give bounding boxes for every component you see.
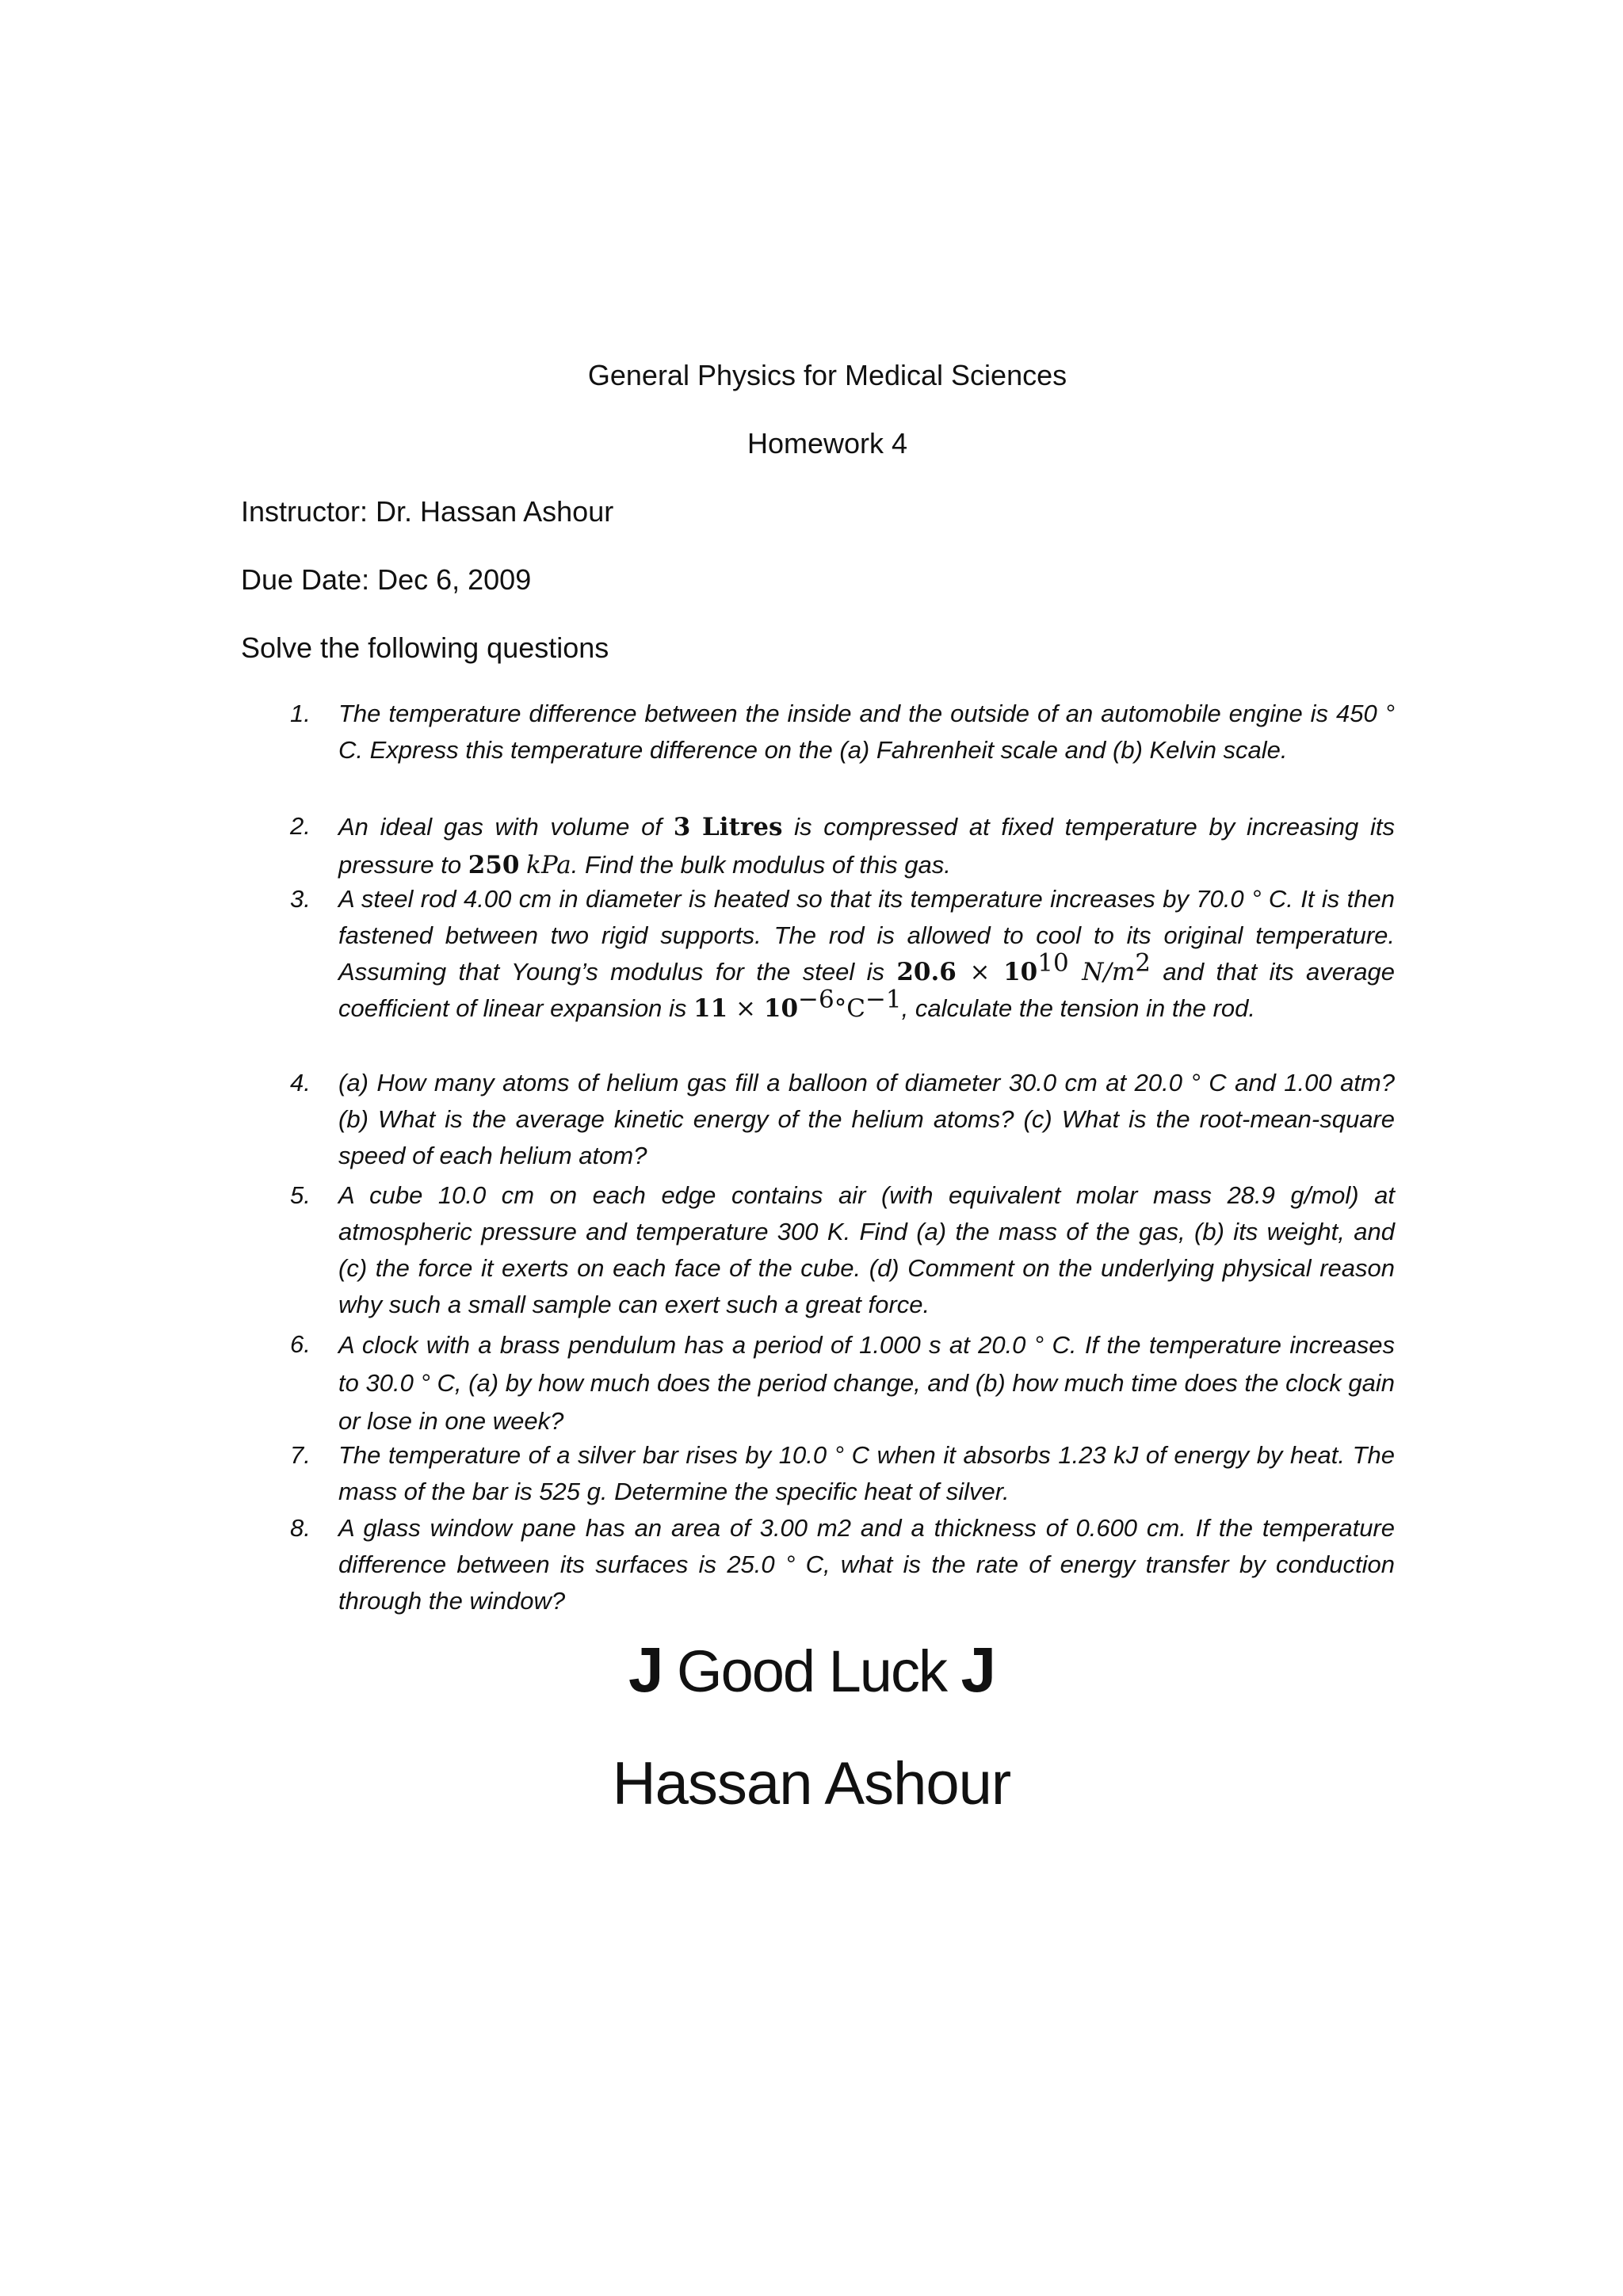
good-luck-line bbox=[0, 1632, 1623, 1708]
question-number: 2. bbox=[290, 812, 311, 840]
homework-title: Homework 4 bbox=[747, 427, 908, 460]
young-exponent: 10 bbox=[1037, 948, 1069, 978]
question-text: A cube 10.0 cm on each edge contains air (with equivalent molar mass 28.9 g/mol) at atmospheric pressure and temperature 300 K. Find (a) the mass of the gas, (b) its weight, and (c) the force it exerts on each face of the cube. (d) Comment on the underlying physical reason why such a small sample can exert such a great force. bbox=[338, 1181, 1395, 1318]
pressure-value: 250 bbox=[468, 851, 520, 879]
alpha-unit-exponent: −1 bbox=[865, 985, 902, 1014]
alpha-exponent: −6 bbox=[798, 985, 834, 1014]
question-text bbox=[338, 808, 1395, 884]
signature-name: Hassan Ashour bbox=[612, 1750, 1011, 1817]
question-number: 3. bbox=[290, 885, 311, 913]
question-text: (a) How many atoms of helium gas fill a balloon of diameter 30.0 cm at 20.0 ° C and 1.00 atm? (b) What is the average kinetic energy of the helium atoms? (c) What is the root-mean-square speed of each helium atom? bbox=[338, 1069, 1395, 1169]
question-number: 4. bbox=[290, 1069, 311, 1097]
question-text: A glass window pane has an area of 3.00 m2 and a thickness of 0.600 cm. If the temperature difference between its surfaces is 25.0 ° C, what is the rate of energy transfer by conduction through the window? bbox=[338, 1514, 1395, 1615]
alpha-base: 10 bbox=[763, 994, 799, 1023]
question-text: The temperature of a silver bar rises by 10.0 ° C when it absorbs 1.23 kJ of energy by heat. The mass of the bar is 525 g. Determine the specific heat of silver. bbox=[338, 1441, 1395, 1505]
pressure-unit: kPa bbox=[526, 851, 571, 879]
instructor-line: Instructor: Dr. Hassan Ashour bbox=[241, 495, 614, 528]
volume-unit: Litres bbox=[702, 813, 783, 841]
instructions-line: Solve the following questions bbox=[241, 631, 609, 664]
question-number: 1. bbox=[290, 700, 311, 727]
question-number: 7. bbox=[290, 1441, 311, 1469]
young-unit: N/m bbox=[1068, 958, 1136, 986]
young-unit-exponent: 2 bbox=[1135, 948, 1151, 978]
alpha-unit: °C bbox=[834, 994, 865, 1023]
good-luck-text: Good Luck bbox=[662, 1638, 961, 1704]
question-text-part: A steel rod 4.00 cm in diameter is heated so that its temperature increases by 70.0 ° C. It is then fastened between two rigid supports. The rod is allowed to cool to its original temperature. Assuming that Young’s modulus for the steel is bbox=[338, 885, 1395, 986]
course-title: General Physics for Medical Sciences bbox=[587, 359, 1067, 391]
times-sign: × bbox=[727, 994, 764, 1023]
question-number: 8. bbox=[290, 1514, 311, 1542]
question-text-part: is compressed at fixed temperature by increasing its pressure to bbox=[338, 813, 1395, 879]
question-text bbox=[338, 881, 1395, 1027]
smiley-glyph-left: J bbox=[628, 1634, 663, 1705]
due-date-line: Due Date: Dec 6, 2009 bbox=[241, 563, 532, 596]
young-value: 20.6 bbox=[896, 958, 957, 986]
alpha-value: 11 bbox=[693, 994, 728, 1023]
smiley-glyph-right: J bbox=[960, 1634, 995, 1705]
question-text: A clock with a brass pendulum has a period of 1.000 s at 20.0 ° C. If the temperature increases to 30.0 ° C, (a) by how much does the period change, and (b) how much time does the clock gain or lose in one week? bbox=[338, 1331, 1395, 1435]
question-number: 6. bbox=[290, 1330, 311, 1358]
question-text-part: An ideal gas with volume of bbox=[338, 813, 674, 841]
question-text-part: , calculate the tension in the rod. bbox=[901, 994, 1255, 1022]
question-text-part: and that its average coefficient of linear expansion is bbox=[338, 958, 1395, 1022]
question-text-part: . Find the bulk modulus of this gas. bbox=[571, 851, 951, 879]
times-sign: × bbox=[956, 958, 1004, 986]
young-base: 10 bbox=[1003, 958, 1038, 986]
question-number: 5. bbox=[290, 1181, 311, 1209]
volume-value: 3 bbox=[673, 813, 691, 841]
question-text: The temperature difference between the inside and the outside of an automobile engine is 450 ° C. Express this temperature difference on the (a) Fahrenheit scale and (b) Kelvin scale. bbox=[338, 700, 1395, 764]
